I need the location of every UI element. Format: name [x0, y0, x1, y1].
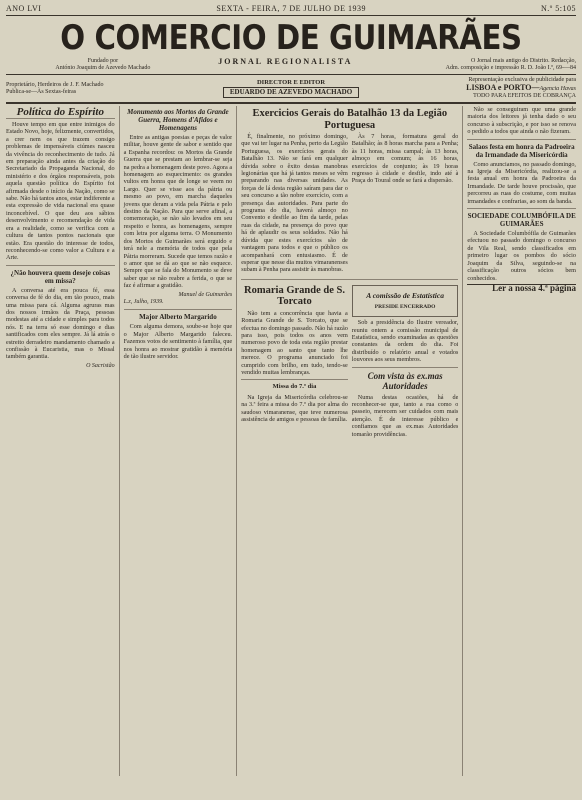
director-label: DIRECTOR E EDITOR [256, 79, 326, 86]
article-body-padroeira: Como anunciamos, no passado domingo, na Igreja da Misericórdia, realizou-se a festa anual em honra da Padroeira da Irmandade. De tarde houve procissão, que percorreu as ruas do costume, com muitas irmandades e confrarias, ao som da banda. [467, 160, 576, 205]
date-label: SEXTA - FEIRA, 7 DE JULHO DE 1939 [216, 4, 367, 13]
masthead-title: O COMERCIO DE GUIMARÃES [60, 18, 522, 58]
article-title-politica: Política do Espírito [6, 106, 115, 119]
article-subtitle-estatistica: PRESIDE ENCERRADO [374, 303, 436, 310]
article-body-exercicios-a: É, finalmente, no próximo domingo, que vai ter lugar na Penha, perto da Legião Portuguesa, os exercícios gerais do Batalhão 13. Não se fará em qualquer dúvida sobre o êxito destas manobras legionárias que há já tantos meses se vêm preparando nas diversas unidades. As forças de lá desta região saíram para dar o seu concurso a tão nobre exercício, com a presença das autoridades. Para parte do programa do dia, haverá almoço no Convento e desfile ao fim da tarde, pelas ruas da cidade, na presença do povo que há de aplaudir os seus soldados. Não há dúvida que estes exercícios são de vantagem para todos e que o público os acompanhará com entusiasmo. É de esperar que nesse dia muitos vimaranenses subam à Penha para assistir às manobras. [241, 133, 348, 274]
issue-number: N.º 5:105 [541, 4, 576, 13]
article-title-monumento: Monumento aos Mortos da Grande Guerra, Homens d'Afidos e Homenagens [127, 108, 229, 132]
article-title-estatistica: A comissão de Estatística [366, 290, 444, 300]
article-body-columbofila: A Sociedade Columbófila de Guimarães efectuou no passado domingo o concurso de Vila Real, sendo classificados em primeiro lugar os pombos do sócio Joaquim da Silva, seguindo-se na classificação outros sócios bem conhecidos. [467, 230, 576, 282]
divider [6, 265, 115, 266]
divider [467, 139, 576, 140]
center-lower-right [352, 283, 459, 440]
article-title-major: Major Alberto Margarido [139, 313, 217, 322]
masthead-subhead [6, 58, 576, 75]
article-title-missa7: Missa do 7.º dia [272, 383, 317, 391]
divider [241, 279, 458, 280]
founded-label: Fundado por [87, 58, 119, 64]
column-1 [6, 106, 115, 776]
footer-ad: Ler a nossa 4.ª página [467, 284, 576, 292]
signature-sacristao: O Sacristão [86, 362, 115, 369]
owner-bar [6, 75, 576, 104]
rep-cities: LISBOA e PORTO— [466, 83, 540, 92]
article-body-estatistica: Sob a presidência do Ilustre vereador, reuniu ontem a comissão municipal de Estatística, sendo examinadas as questões constantes da ordem do dia. Foi distribuído o relatório anual e votados louvores aos seus membros. [351, 319, 459, 364]
dateline-monumento: L.z, Julho, 1939. [123, 298, 164, 305]
year-label: ANO LVI [6, 4, 42, 13]
top-info-line [6, 0, 576, 16]
article-body-missa7: Na Igreja da Misericórdia celebrou-se na 3.ª feira a missa do 7.º dia por alma do saudoso vimaranense, que teve numerosa assistência de amigos e pessoas de família. [241, 393, 348, 424]
rep-agency: Agencia Havas [539, 86, 576, 92]
subtitle: JORNAL REGIONALISTA [218, 57, 353, 66]
article-body-missa: A conversa até era pouca fé, essa conversa de fé do dia, em tão pouco, mais uma missa para cá. Alguma agruras mas dos nossos irmãos da Praça, pessoas modestas até a cidade e simples para todos nós. E na terra só esse domingo e dias santificados com eles sempre. Já lá atrás o estreito derradeiro mandamento chamado a confissão à Eucaristia, mas o Missal também garantia. [6, 286, 115, 361]
frequency-text: Publica-se—Às Sextas-feiras [6, 88, 77, 95]
oldest-block [371, 58, 576, 72]
column-2 [119, 106, 233, 776]
columns [6, 106, 576, 776]
article-body-monumento: Entre as antigas poesias e peças de valor militar, houve gente de sabor e sentido que a Espanha recordou: os Mortos da Grande Guerra que se prestam ao lembrar-se seja na pedra a homenagem deste povo. Agora a homenagem ao esquecimento: os grandes vultos em honra que de longe se veem no Largo. Quer se visse aos da pátria ou mesmo ao povo, em marcha daqueles jovens que deram a vida pela Pátria e pelo destino da Nação. Para que serve afinal, a comemoração, se não são levados em seu respeito e honra, as homenagens, sempre com letra por alguma terra. O Monumento dos Mortos de Guimarães será erguido e terá nele a memória de todos que pela Pátria morreram. Sucede que temos razão e o amor que se dá ao que se não esquece. Sempre que se fala do Monumento se deve saber que se não reabre a ferida, o que se faz é afirmar a gratidão. [123, 134, 233, 290]
article-title-exercicios: Exercicios Gerais do Batalhão 13 da Legião Portuguesa [252, 108, 448, 131]
divider [124, 309, 233, 310]
center-lower [241, 283, 458, 440]
director-name: EDUARDO DE AZEVEDO MACHADO [223, 87, 359, 98]
article-body-autoridades: Numa destas ocasiões, há de reconhecer-se que, tanto a rua como o passeio, merecem ser cuidados com mais atenção. É de interesse público e confiamos que as ex.mas Autoridades tomarão providências. [351, 393, 459, 438]
founder-name: António Joaquim de Azevedo Machado [55, 65, 151, 71]
center-columns [236, 106, 458, 776]
divider [467, 208, 576, 209]
column-5 [462, 106, 576, 776]
admin-text: Adm. composição e impressão R. D. João I.º, 69-—84 [445, 65, 576, 71]
article-body-major: Com alguma demora, soube-se hoje que o Major Alberto Margarido faleceu. Fazemos votos de sentimento à família, que nos honra ao mostrar gratidão à memória de tão ilustre servidor. [123, 323, 233, 360]
oldest-text: O Jornal mais antigo do Distrito. Redacção, [471, 58, 576, 64]
article-title-romaria: Romaria Grande de S. Torcato [244, 284, 345, 308]
article-title-padroeira: Salaos festa em honra da Padroeira da Irmandade da Misericórdia [468, 142, 575, 159]
divider [352, 367, 459, 368]
founder-block [6, 58, 200, 72]
article-body-exercicios-b: Às 7 horas, formatura geral do Batalhão; às 8 horas marcha para a Penha; às 11 horas, missa campal; às 13 horas, almoço em comum; às 16 horas, exercícios de conjunto; às 19 horas regresso à cidade e desfile, indo até à Praça do Toural onde se fará a dispersão. [351, 133, 459, 185]
rep-text: Representação exclusiva de publicidade para [468, 77, 576, 83]
article-body-continued: Não se conseguiram que uma grande maioria dos leitores já tenha dado o seu concurso à subscrição, e por isso se renova o pedido a todos que ainda o não fizeram. [467, 106, 576, 136]
rep-block [388, 77, 576, 100]
article-title-autoridades: Com vista às ex.mas Autoridades [367, 370, 443, 391]
estatistica-box [352, 285, 459, 318]
rep-agency-sub: TODO PARA EFEITOS DE COBRANÇA [473, 93, 576, 99]
owner-block [6, 82, 194, 96]
owner-text: Proprietário, Herdeiros de J. F. Machado [6, 81, 104, 88]
article-title-missa: ¿Não houvera quem deseje coisas em missa? [10, 268, 111, 285]
signature-manuel: Manuel de Guimarães [178, 291, 233, 298]
exercicios-body-wrap [241, 133, 458, 276]
article-body-politica: Houve tempo em que entre inimigos do Estado Novo, hoje, felizmente, convertidos, a crer nem os que trazem consigo problemas de impensáveis ciúmes nasceu da vivência do reconhecimento de tudo. Já em preparação ainda antes da criação do Secretariado da Propaganda Nacional, do ministério e dos órgãos responsáveis, pois aquela questão política do Espírito foi afirmada desde o início da Nação, como se sabe. Não há tantos anos, estar indiferente a esta expressão de vida nacional era quase inconcebível. O que deu aos sábios desenvolvimento e recomendação de vida era a realidade, como se verifica com a cultura de tantos pontos nacionais que estão. Era questão do interesse de todos, reconhecendo-se como valor a Cultura e a Arte. [6, 121, 115, 262]
divider [241, 379, 348, 380]
director-block [223, 79, 359, 98]
article-title-columbofila: SOCIEDADE COLUMBÓFILA DE GUIMARÃES [467, 212, 576, 229]
article-body-romaria: Não tem a concorrência que havia a Romaria Grande de S. Torcato, que se efectua no domingo passado. Não há razão para isso, pois todos os anos vem numeroso povo de toda esta região prestar homenagem ao santo que tanto lhe merece. O programa anunciado foi cumprido com brilho, em tudo, tendo-se vendido muitas lembranças. [241, 309, 348, 376]
center-lower-left [241, 283, 348, 440]
